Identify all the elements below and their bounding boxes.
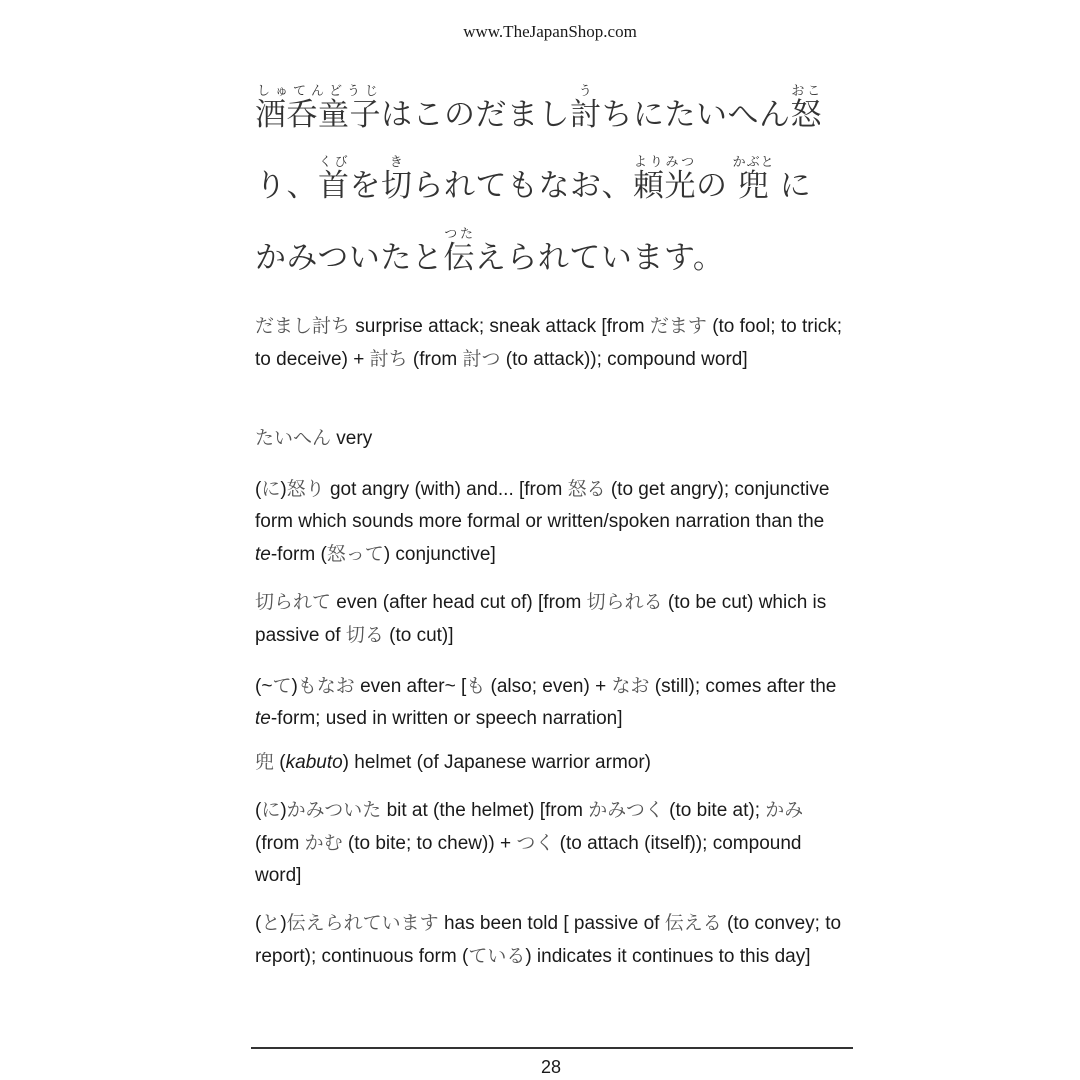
definition-text: ( bbox=[274, 752, 286, 773]
ruby-word: 頼光よりみつ bbox=[633, 155, 696, 204]
vocab-entry bbox=[255, 746, 845, 779]
definition-text: ) bbox=[280, 800, 287, 821]
japanese-term: も bbox=[466, 675, 486, 697]
japanese-term: 討つ bbox=[462, 348, 501, 370]
vocab-entry bbox=[255, 586, 845, 652]
japanese-term: 兜 bbox=[255, 751, 275, 773]
vocab-entry bbox=[255, 670, 845, 735]
japanese-term: 切る bbox=[345, 624, 384, 646]
definition-text: (~ bbox=[255, 676, 273, 697]
japanese-term: 怒って bbox=[326, 543, 384, 565]
japanese-term: ている bbox=[468, 945, 526, 967]
japanese-term: かむ bbox=[304, 832, 343, 854]
japanese-term: かみ bbox=[765, 799, 804, 821]
japanese-term: たいへん bbox=[255, 427, 332, 449]
definition-text: (to bite at); bbox=[663, 800, 766, 821]
passage-text: られてもなお、 bbox=[412, 168, 633, 204]
ruby-word: 首くび bbox=[318, 155, 350, 204]
japanese-term: 怒り bbox=[286, 478, 325, 500]
passage-text: の bbox=[696, 168, 738, 204]
ruby-word: 兜かぶと bbox=[732, 155, 775, 204]
japanese-term: に bbox=[261, 799, 281, 821]
page-header-url: www.TheJapanShop.com bbox=[463, 22, 637, 41]
page-number: 28 bbox=[540, 1057, 562, 1077]
definition-text: ( bbox=[255, 479, 262, 500]
definition-text: ( bbox=[255, 800, 262, 821]
vocab-entry bbox=[255, 422, 845, 455]
japanese-term: 怒る bbox=[567, 478, 606, 500]
definition-text: ( bbox=[255, 913, 262, 934]
definition-text: got angry (with) and... [from bbox=[324, 479, 568, 500]
definition-text: (still); comes after the bbox=[649, 676, 837, 697]
japanese-term: だます bbox=[649, 315, 707, 337]
japanese-term: 伝えられています bbox=[286, 912, 439, 934]
definition-text: ) conjunctive] bbox=[383, 544, 496, 565]
definition-text: (to fool; to trick; to deceive) + bbox=[255, 316, 843, 370]
definition-text: ) bbox=[291, 676, 298, 697]
japanese-term: 切られて bbox=[255, 591, 332, 613]
ruby-word: 伝つた bbox=[443, 227, 475, 276]
japanese-term: かみついた bbox=[286, 799, 382, 821]
definition-text: bit at (the helmet) [from bbox=[381, 800, 589, 821]
definition-text: (to attack)); compound word] bbox=[500, 349, 748, 370]
ruby-word: 切き bbox=[381, 155, 413, 204]
passage-text: を bbox=[349, 168, 381, 204]
japanese-term: に bbox=[261, 478, 281, 500]
passage-text: えられています。 bbox=[474, 240, 725, 276]
definition-text: even (after head cut of) [from bbox=[331, 592, 587, 613]
passage-text: はこのだまし bbox=[381, 97, 570, 133]
definition-text: (to convey; to report); continuous form ( bbox=[255, 913, 842, 967]
italic-term: kabuto bbox=[285, 752, 343, 773]
passage-line-1 bbox=[255, 84, 855, 154]
definition-text: ) indicates it continues to this day] bbox=[525, 946, 811, 967]
ruby-word: 討う bbox=[570, 84, 602, 133]
definition-text: (to get angry); conjunctive form which sounds more formal or written/spoken narration than the bbox=[255, 479, 830, 532]
japanese-term: なお bbox=[611, 675, 650, 697]
definition-text: ) bbox=[280, 913, 287, 934]
definition-text: ) helmet (of Japanese warrior armor) bbox=[342, 752, 651, 773]
definition-text: surprise attack; sneak attack [from bbox=[350, 316, 650, 337]
japanese-term: 伝える bbox=[664, 912, 722, 934]
italic-term: te bbox=[255, 544, 271, 565]
japanese-term: て bbox=[272, 675, 292, 697]
ruby-word: 怒おこ bbox=[790, 84, 822, 133]
passage-line-2 bbox=[255, 155, 855, 225]
japanese-term: つく bbox=[516, 832, 555, 854]
vocab-entry bbox=[255, 310, 845, 376]
ruby-word: 酒呑童子しゅてんどうじ bbox=[255, 84, 381, 133]
definition-text: (to attach (itself)); compound word] bbox=[255, 833, 802, 886]
definition-text: -form; used in written or speech narration] bbox=[270, 708, 623, 729]
definition-text: even after~ [ bbox=[354, 676, 467, 697]
passage-line-3 bbox=[255, 227, 855, 297]
japanese-term: かみつく bbox=[588, 799, 664, 821]
japanese-term: もなお bbox=[297, 675, 355, 697]
passage-text: り、 bbox=[255, 168, 318, 204]
vocab-entry bbox=[255, 473, 845, 571]
definition-text: (also; even) + bbox=[485, 676, 612, 697]
definition-text: (from bbox=[255, 833, 305, 854]
definition-text: (to bite; to chew)) + bbox=[342, 833, 517, 854]
japanese-term: 討ち bbox=[369, 348, 408, 370]
vocab-entry bbox=[255, 907, 845, 973]
passage-text: に bbox=[769, 168, 812, 204]
passage-text: ちにたいへん bbox=[601, 97, 791, 133]
japanese-term: と bbox=[261, 912, 281, 934]
definition-text: -form ( bbox=[270, 544, 327, 565]
definition-text: (to be cut) which is passive of bbox=[255, 592, 827, 646]
japanese-term: 切られる bbox=[586, 591, 663, 613]
definition-text: has been told [ passive of bbox=[438, 913, 665, 934]
japanese-term: だまし討ち bbox=[255, 315, 351, 337]
definition-text: very bbox=[331, 428, 373, 449]
vocab-entry bbox=[255, 794, 845, 892]
definition-text: (from bbox=[407, 349, 463, 370]
definition-text: ) bbox=[280, 479, 287, 500]
passage-text: かみついたと bbox=[255, 240, 444, 276]
footer-divider bbox=[251, 1047, 853, 1049]
italic-term: te bbox=[255, 708, 271, 729]
definition-text: (to cut)] bbox=[383, 625, 454, 646]
